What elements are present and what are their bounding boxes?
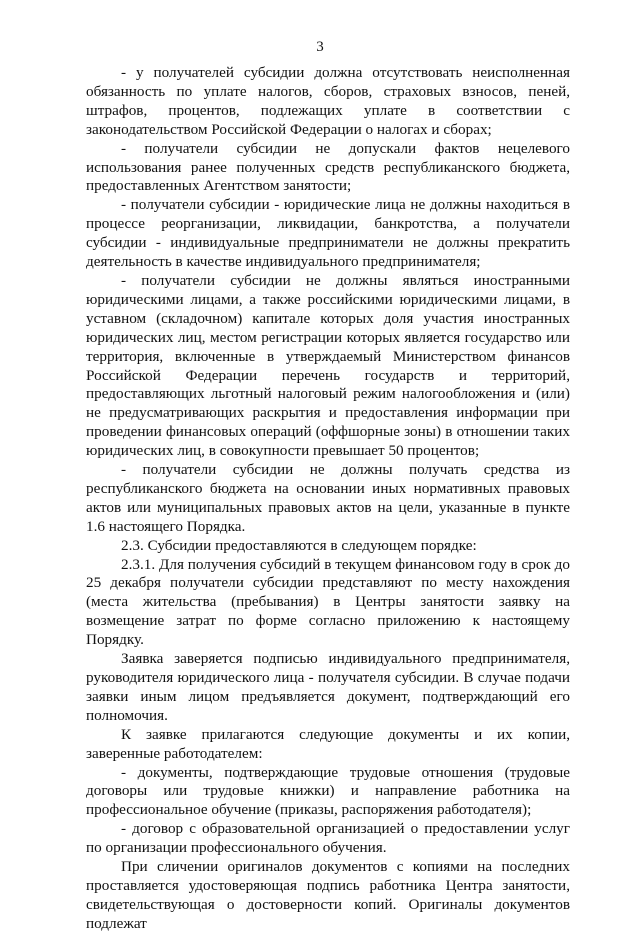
paragraph-attachments: К заявке прилагаются следующие документы и их копии, заверенные работодателем: bbox=[86, 725, 570, 762]
paragraph-other-funds: - получатели субсидии не должны получать средства из республиканского бюджета на основании иных нормативных правовых актов или муниципальных правовых актов на цели, указанные в пункте 1.6 настоящего Порядка. bbox=[86, 461, 570, 535]
paragraph-tax-debt: - у получателей субсидии должна отсутствовать неисполненная обязанность по уплате налогов, сборов, страховых взносов, пеней, штрафов, процентов, подлежащих уплате в соответствии с законодательством Российской Федерации о налогах и сборах; bbox=[86, 64, 570, 138]
paragraph-application-signature: Заявка заверяется подписью индивидуального предпринимателя, руководителя юридического лица - получателя субсидии. В случае подачи заявки иным лицом предъявляется документ, подтверждающий его полномочия. bbox=[86, 650, 570, 724]
paragraph-reorganization: - получатели субсидии - юридические лица не должны находиться в процессе реорганизации, ликвидации, банкротства, а получатели субсидии - индивидуальные предприниматели не должны прекратить деятельность в качестве индивидуального предпринимателя; bbox=[86, 196, 570, 271]
section-2-3: 2.3. Субсидии предоставляются в следующем порядке: bbox=[121, 536, 477, 554]
body-text bbox=[86, 64, 570, 934]
paragraph-verification: При сличении оригиналов документов с копиями на последних проставляется удостоверяющая подпись работника Центра занятости, свидетельствующая о достоверности копий. Оригиналы документов подлежат bbox=[86, 858, 570, 932]
paragraph-foreign-entities: - получатели субсидии не должны являться иностранными юридическими лицами, а также российскими юридическими лицами, в уставном (складочном) капитале которых доля участия иностранных юридических лиц, местом регистрации которых является государство или территория, включенные в утверждаемый Министерством финансов Российской Федерации перечень государств и территорий, предоставляющих льготный налоговый режим налогообложения и (или) не предусматривающих раскрытия и предоставления информации при проведении финансовых операций (оффшорные зоны) в отношении таких юридических лиц, в совокупности превышает 50 процентов; bbox=[86, 271, 570, 460]
page-number: 3 bbox=[316, 39, 324, 55]
paragraph-misuse: - получатели субсидии не допускали фактов нецелевого использования ранее полученных средств республиканского бюджета, предоставленных Агентством занятости; bbox=[86, 139, 570, 195]
paragraph-employment-documents: - документы, подтверждающие трудовые отношения (трудовые договоры или трудовые книжки) и направление работника на профессиональное обучение (приказы, распоряжения работодателя); bbox=[86, 763, 570, 819]
section-2-3-1: 2.3.1. Для получения субсидий в текущем финансовом году в срок до 25 декабря получатели субсидии представляют по месту нахождения (места жительства (пребывания) в Центры занятости заявку на возмещение затрат по форме согласно приложению к настоящему Порядку. bbox=[86, 555, 570, 649]
paragraph-training-contract: - договор с образовательной организацией о предоставлении услуг по организации профессионального обучения. bbox=[86, 820, 570, 857]
